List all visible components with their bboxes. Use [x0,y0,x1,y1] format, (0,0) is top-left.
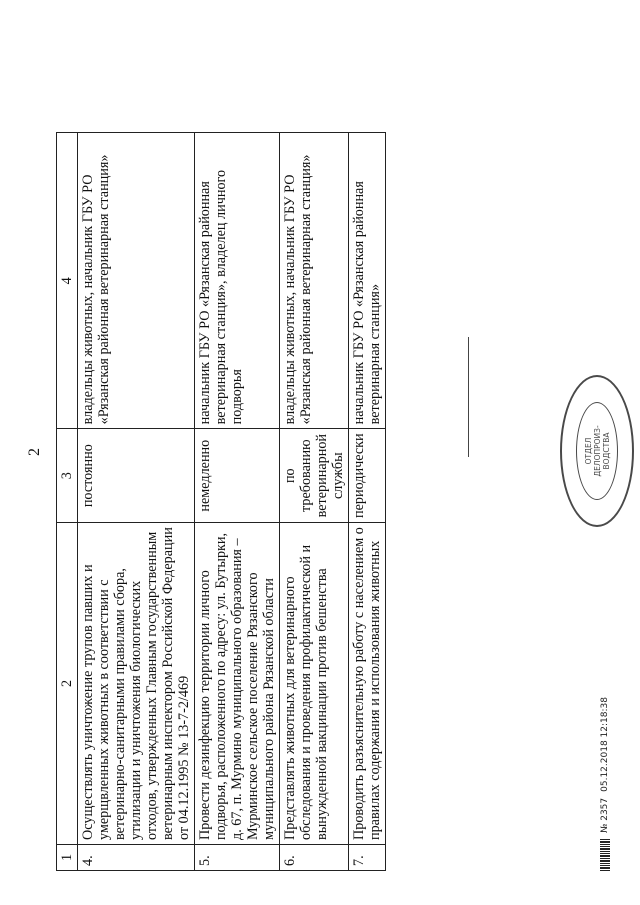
row-measure: Представлять животных для ветеринарного обследования и проведения профилактической и вынужденной вакцинации против бешенства [280,523,349,845]
header-col-4: 4 [57,133,78,429]
rotated-page [20,17,620,887]
row-term: по требованию ветеринарной службы [280,429,349,523]
stamp-inner [576,402,618,500]
registration-datetime: 05.12.2018 12:18:38 [600,697,610,792]
row-number: 6. [280,845,349,871]
table-row [78,133,195,871]
row-term: немедленно [195,429,280,523]
table-row [280,133,349,871]
office-stamp [560,375,634,527]
table-header-row [57,133,78,871]
row-measure: Осуществлять уничтожение трупов павших и умерщвленных животных в соответствии с ветеринарно-санитарными правилами сбора, утилизации и уничтожения биологических отходов, утвержденных Главным государственным ветеринарным инспектором Российской Федерации от 04.12.1995 № 13-7-2/469 [78,523,195,845]
header-col-1: 1 [57,845,78,871]
table-row [349,133,386,871]
row-term: периодически [349,429,386,523]
measures-table [56,132,386,871]
header-col-2: 2 [57,523,78,845]
row-responsible: начальник ГБУ РО «Рязанская районная ветеринарная станция» [349,133,386,429]
row-number: 5. [195,845,280,871]
signature-line [468,337,469,457]
row-term: постоянно [78,429,195,523]
stamp-line-3: ВОДСТВА [601,432,611,470]
row-measure: Проводить разъяснительную работу с населением о правилах содержания и использования животных [349,523,386,845]
row-number: 4. [78,845,195,871]
row-measure: Провести дезинфекцию территории личного подворья, расположенного по адресу: ул. Бутырки, д. 67, п. Мурмино муниципального образования – Мурминское сельское поселение Рязанского муниципального района Рязанской области [195,523,280,845]
stamp-line-2: ДЕЛОПРОИЗ- [592,425,602,477]
barcode-icon [600,839,610,871]
row-responsible: владельцы животных, начальник ГБУ РО «Рязанская районная ветеринарная станция» [78,133,195,429]
doc-number: № 2357 [600,797,610,833]
header-col-3: 3 [57,429,78,523]
registration-footer [600,697,610,871]
row-responsible: начальник ГБУ РО «Рязанская районная ветеринарная станция», владелец личного подворья [195,133,280,429]
row-number: 7. [349,845,386,871]
page-number: 2 [26,448,43,456]
table-row [195,133,280,871]
stamp-line-1: ОТДЕЛ [583,437,593,465]
row-responsible: владельцы животных, начальник ГБУ РО «Рязанская районная ветеринарная станция» [280,133,349,429]
